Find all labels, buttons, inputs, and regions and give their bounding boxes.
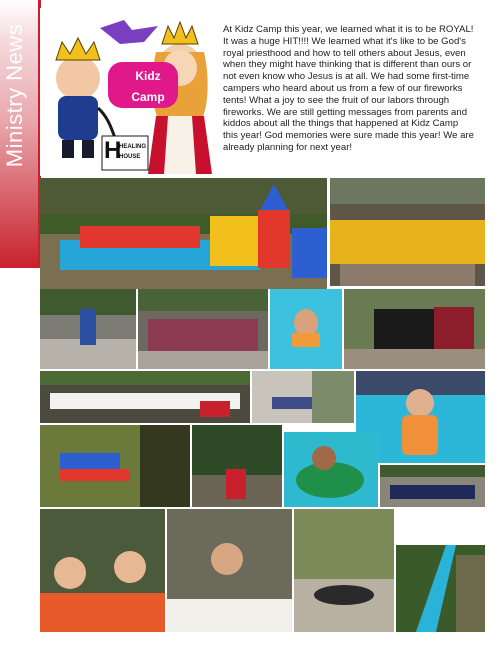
kidz-camp-logo [40, 8, 212, 176]
camp-name-line2: Camp [131, 90, 165, 104]
section-label: Ministry News [2, 23, 27, 168]
photo-pavilion-chairs [380, 465, 485, 507]
section-sidebar [0, 0, 41, 268]
brand-text-line2: HOUSE [119, 154, 141, 160]
brand-letter: H [104, 137, 122, 164]
photo-table-meal [167, 509, 292, 632]
photo-water-slide [396, 545, 485, 632]
photo-pool-swimmer [270, 289, 342, 369]
photo-forest-event [192, 425, 282, 507]
photo-aerial-inflatable [40, 425, 190, 507]
photo-group [330, 178, 485, 286]
photo-pavilion-games [40, 289, 136, 369]
camp-name-line1: Kidz [135, 69, 161, 83]
article-body: At Kidz Camp this year, we learned what it is to be ROYAL! It was a huge HIT!!!! We learned what it's like to be God's royal priesthood and how to tell others about Jesus, even when they might have thinking that is different than ours or not even know who Jesus is at all. We had some first-time campers who heard about us from a few of our fireworks tents! What a joy to see the fruit of our labors through fireworks. We are still getting messages from parents and kiddos about all the things that happened at Kidz Camp this year! God memories were sure made this year! We are already planning for next year! [223, 24, 474, 153]
photo-bounce-house [40, 178, 327, 289]
photo-pool-float [284, 432, 378, 507]
photo-pavilion-crowd [138, 289, 268, 369]
brand-text-line1: HEALING [119, 144, 146, 150]
photo-lawn-group [294, 509, 394, 632]
photo-floor-activity [252, 371, 354, 423]
photo-dining-tables [40, 371, 250, 423]
photo-stage-performance [344, 289, 485, 369]
photo-kids-meal [40, 509, 165, 632]
